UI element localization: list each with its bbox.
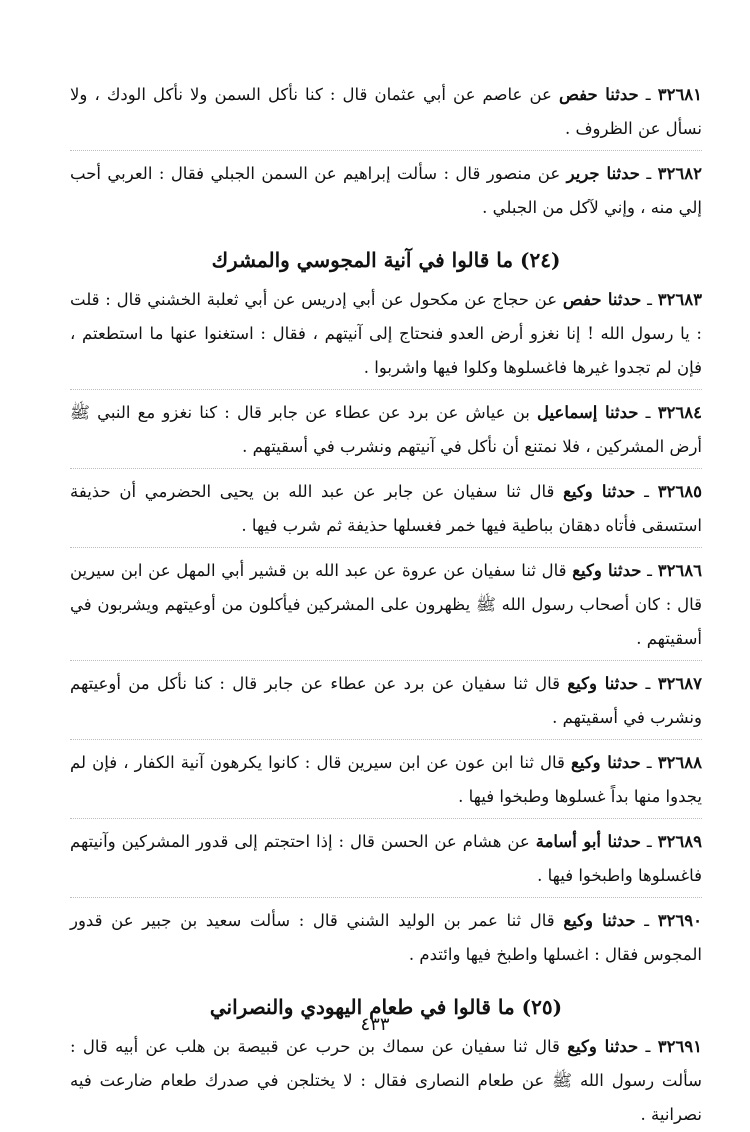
hadith-lead: حدثنا وكيع <box>567 1037 639 1056</box>
hadith-paragraph <box>70 746 702 814</box>
hadith-number: ٣٢٦٨٧ <box>657 674 702 693</box>
hadith-paragraph <box>70 475 702 543</box>
hadith-lead: حدثنا إسماعيل <box>537 403 639 422</box>
paragraph-separator <box>70 818 702 819</box>
section-24 <box>70 283 702 972</box>
dash: ـ <box>640 753 652 772</box>
hadith-number: ٣٢٦٩١ <box>657 1037 703 1056</box>
hadith-number: ٣٢٦٨٦ <box>657 561 703 580</box>
hadith-text: عن منصور قال : سألت إبراهيم عن السمن الجبلي فقال : العربي أحب إلي منه ، وإني لآكل من الجبلي . <box>70 164 702 217</box>
page-number: ٤٣٣ <box>360 1014 390 1035</box>
hadith-number: ٣٢٦٨١ <box>657 85 703 104</box>
section-top <box>70 78 702 225</box>
hadith-lead: حدثنا وكيع <box>572 561 642 580</box>
dash: ـ <box>640 164 652 183</box>
hadith-paragraph <box>70 554 702 656</box>
hadith-paragraph <box>70 283 702 385</box>
hadith-text: قال ثنا سفيان عن جابر عن عبد الله بن يحيى الحضرمي أن حذيفة استسقى فأتاه دهقان بباطية فيها خمر فغسلها حذيفة ثم شرب فيها . <box>70 482 702 535</box>
hadith-lead: حدثنا وكيع <box>567 674 639 693</box>
hadith-text: عن حجاج عن مكحول عن أبي إدريس عن أبي ثعلبة الخشني قال : قلت : يا رسول الله ! إنا نغزو أرض العدو فنحتاج إلى آنيتهم ، فقال : استغنوا عنها ما استطعتم ، فإن لم تجدوا غيرها فاغسلوها وكلوا فيها واشربوا . <box>70 290 702 377</box>
hadith-lead: حدثنا وكيع <box>563 482 636 501</box>
dash: ـ <box>638 403 651 422</box>
dash: ـ <box>641 290 652 309</box>
hadith-paragraph <box>70 157 702 225</box>
paragraph-separator <box>70 389 702 390</box>
hadith-paragraph <box>70 1030 702 1132</box>
hadith-text: عن هشام عن الحسن قال : إذا احتجتم إلى قدور المشركين وآنيتهم فاغسلوها واطبخوا فيها . <box>70 832 702 885</box>
paragraph-separator <box>70 897 702 898</box>
hadith-number: ٣٢٦٨٥ <box>657 482 702 501</box>
hadith-text: قال ثنا سفيان عن سماك بن حرب عن قبيصة بن هلب عن أبيه قال : سألت رسول الله ﷺ عن طعام النصارى فقال : لا يختلجن في صدرك طعام ضارعت فيه نصرانية . <box>70 1037 702 1124</box>
paragraph-separator <box>70 739 702 740</box>
hadith-lead: حدثنا أبو أسامة <box>535 832 641 851</box>
hadith-number: ٣٢٦٨٩ <box>657 832 702 851</box>
paragraph-separator <box>70 660 702 661</box>
hadith-text: عن عاصم عن أبي عثمان قال : كنا نأكل السمن ولا نأكل الودك ، ولا نسأل عن الظروف . <box>70 85 702 138</box>
paragraph-separator <box>70 468 702 469</box>
hadith-lead: حدثنا حفص <box>562 290 642 309</box>
section-heading: (٢٥) ما قالوا في طعام اليهودي والنصراني <box>209 995 563 1019</box>
dash: ـ <box>638 1037 651 1056</box>
section-25 <box>70 1030 702 1132</box>
hadith-text: قال ثنا عمر بن الوليد الشني قال : سألت سعيد بن جبير عن قدور المجوس فقال : اغسلها واطبخ فيها وائتدم . <box>70 911 702 964</box>
hadith-paragraph <box>70 904 702 972</box>
hadith-lead: حدثنا حفص <box>558 85 639 104</box>
hadith-text: قال ثنا سفيان عن عروة عن عبد الله بن قشير أبي المهل عن ابن سيرين قال : كان أصحاب رسول الله ﷺ يظهرون على المشركين فيأكلون من أوعيتهم ويشربون في أسقيتهم . <box>70 561 702 648</box>
hadith-number: ٣٢٦٩٠ <box>657 911 702 930</box>
hadith-paragraph <box>70 396 702 464</box>
hadith-number: ٣٢٦٨٣ <box>657 290 702 309</box>
dash: ـ <box>640 832 652 851</box>
hadith-number: ٣٢٦٨٨ <box>657 753 702 772</box>
hadith-lead: حدثنا جرير <box>566 164 640 183</box>
dash: ـ <box>635 482 649 501</box>
hadith-text: بن عياش عن برد عن عطاء عن جابر قال : كنا نغزو مع النبي ﷺ أرض المشركين ، فلا نمتنع أن نأكل في آنيتهم ونشرب في أسقيتهم . <box>70 403 702 456</box>
hadith-lead: حدثنا وكيع <box>571 753 641 772</box>
dash: ـ <box>635 911 650 930</box>
hadith-number: ٣٢٦٨٢ <box>657 164 702 183</box>
hadith-paragraph <box>70 78 702 146</box>
section-heading: (٢٤) ما قالوا في آنية المجوسي والمشرك <box>211 248 561 272</box>
dash: ـ <box>641 561 652 580</box>
hadith-text: قال ثنا سفيان عن برد عن عطاء عن جابر قال : كنا نأكل من أوعيتهم ونشرب في أسقيتهم . <box>70 674 702 727</box>
hadith-lead: حدثنا وكيع <box>563 911 636 930</box>
paragraph-separator <box>70 547 702 548</box>
paragraph-separator <box>70 150 702 151</box>
dash: ـ <box>638 85 651 104</box>
hadith-paragraph <box>70 667 702 735</box>
hadith-number: ٣٢٦٨٤ <box>657 403 702 422</box>
hadith-paragraph <box>70 825 702 893</box>
dash: ـ <box>638 674 651 693</box>
hadith-text: قال ثنا ابن عون عن ابن سيرين قال : كانوا يكرهون آنية الكفار ، فإن لم يجدوا منها بداً غسلوها وطبخوا فيها . <box>70 753 702 806</box>
